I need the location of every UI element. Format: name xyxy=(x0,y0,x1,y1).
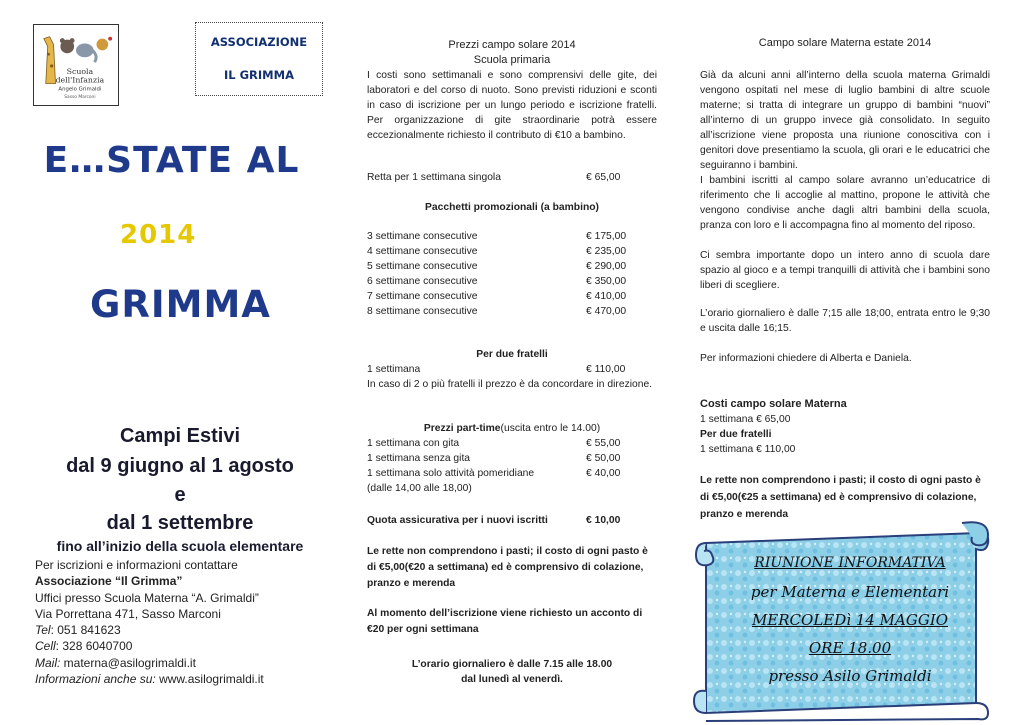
title-year: 2014 xyxy=(120,220,197,250)
contact-mail xyxy=(35,655,264,671)
title-line-3: GRIMMA xyxy=(90,283,271,326)
fratelli-label: 1 settimana xyxy=(367,364,421,375)
pack-price: € 175,00 xyxy=(586,231,627,242)
web-value[interactable]: www.asilogrimaldi.it xyxy=(155,672,264,687)
association-line-2: IL GRIMMA xyxy=(224,68,294,82)
materna-cost-2: 1 settimana € 110,00 xyxy=(700,444,796,455)
materna-cost-1: 1 settimana € 65,00 xyxy=(700,414,791,425)
primaria-subtitle: Scuola primaria xyxy=(473,54,551,66)
pack-label: 5 settimane consecutive xyxy=(367,261,478,272)
logo-text-3: Angelo Grimaldi xyxy=(58,86,102,93)
logo-text-1: Scuola xyxy=(66,66,94,76)
insurance-price: € 10,00 xyxy=(586,515,621,526)
single-price-row xyxy=(367,170,657,185)
pack-price: € 350,00 xyxy=(586,276,627,287)
primaria-meals: Le rette non comprendono i pasti; il costo di ogni pasto è di €5,00(€20 a settimana) ed è comprensivo di colazione, pranzo e merenda xyxy=(367,546,648,589)
contact-address: Via Porrettana 471, Sasso Marconi xyxy=(35,606,221,621)
parttime-hours: (dalle 14,00 alle 18,00) xyxy=(367,483,472,494)
pack-label: 3 settimane consecutive xyxy=(367,231,478,242)
parttime-title: Prezzi part-time xyxy=(423,423,501,434)
title-line-1: E…STATE AL xyxy=(43,140,300,181)
primaria-hours-1: L’orario giornaliero è dalle 7.15 alle 18.00 xyxy=(411,659,613,670)
pack-price: € 235,00 xyxy=(586,246,627,257)
parttime-price: € 40,00 xyxy=(586,468,621,479)
materna-fratelli-title: Per due fratelli xyxy=(700,429,772,440)
logo-text-4: Sasso Marconi xyxy=(64,95,96,101)
insurance-row xyxy=(367,513,657,528)
parttime-label: 1 settimana solo attività pomeridiane xyxy=(367,468,535,479)
pack-label: 7 settimane consecutive xyxy=(367,291,478,302)
contact-tel xyxy=(35,622,264,638)
banner-line-3: MERCOLEDì 14 MAGGIO xyxy=(751,611,949,629)
list-item xyxy=(367,451,657,466)
primaria-deposit: Al momento dell’iscrizione viene richiesto un acconto di €20 per ogni settimana xyxy=(367,608,643,635)
campi-note: fino all’inizio della scuola elementare xyxy=(56,538,304,554)
materna-info: Per informazioni chiedere di Alberta e Daniela. xyxy=(700,353,912,364)
packs-list xyxy=(367,229,657,319)
contact-block xyxy=(35,557,264,687)
parttime-label: 1 settimana con gita xyxy=(367,438,460,449)
contact-intro: Per iscrizioni e informazioni contattare xyxy=(35,558,238,572)
single-label: Retta per 1 settimana singola xyxy=(367,172,501,183)
materna-hours: L’orario giornaliero è dalle 7;15 alle 18;00, entrata entro le 9;30 e uscita dalle 16;15. xyxy=(700,308,990,334)
tel-value: : 051 841623 xyxy=(50,623,121,638)
contact-office: Uffici presso Scuola Materna “A. Grimaldi” xyxy=(35,590,259,605)
list-item xyxy=(367,229,657,244)
primaria-title: Prezzi campo solare 2014 xyxy=(448,39,576,51)
pack-price: € 290,00 xyxy=(586,261,627,272)
parttime-heading xyxy=(367,421,657,436)
materna-costs xyxy=(700,397,990,457)
fratelli-note: In caso di 2 o più fratelli il prezzo è da concordare in direzione. xyxy=(367,379,653,390)
parttime-price: € 50,00 xyxy=(586,453,621,464)
list-item xyxy=(367,289,657,304)
insurance-label: Quota assicurativa per i nuovi iscritti xyxy=(367,515,548,526)
tel-label: Tel xyxy=(35,623,51,638)
materna-p1: Già da alcuni anni all’interno della scuola materna Grimaldi vengono ospitati nel mese di luglio bambini di altre scuole materne; si tratta di integrare un gruppo di bambini “nuovi” all’interno di un gruppo invece già consolidato. In seguito all’iscrizione viene proposta una riunione conoscitiva con i genitori dove presentiamo la scuola, gli orari e le educatrici che seguiranno i bambini. xyxy=(700,70,990,171)
contact-web xyxy=(35,671,264,687)
list-item xyxy=(367,466,657,481)
web-label: Informazioni anche su: xyxy=(35,672,156,687)
list-item xyxy=(367,274,657,289)
fratelli-price: € 110,00 xyxy=(586,364,626,375)
fratelli-title: Per due fratelli xyxy=(476,349,548,360)
pack-title: Pacchetti promozionali (a bambino) xyxy=(425,202,599,213)
banner-line-2: per Materna e Elementari xyxy=(750,583,950,601)
primaria-intro: I costi sono settimanali e sono comprensivi delle gite, dei laboratori e del corso di nuoto. Sono previsti riduzioni e sconti in caso di iscrizione per un lungo periodo e iscrizione fratelli. Per organizzazione di gite straordinarie potrà essere eccezionalmente richiesto il contributo di €10 a bambino. xyxy=(367,70,657,141)
materna-costs-title: Costi campo solare Materna xyxy=(700,398,847,410)
association-line-1: ASSOCIAZIONE xyxy=(210,35,308,49)
pack-price: € 470,00 xyxy=(586,306,627,317)
pack-label: 8 settimane consecutive xyxy=(367,306,478,317)
pack-price: € 410,00 xyxy=(586,291,627,302)
primaria-column xyxy=(367,38,657,143)
contact-org: Associazione “Il Grimma” xyxy=(35,574,183,589)
campi-and: e xyxy=(174,484,186,506)
parttime-price: € 55,00 xyxy=(586,438,621,449)
logo-text-2: dell'Infanzia xyxy=(55,75,105,85)
parttime-note: (uscita entro le 14.00) xyxy=(500,423,601,434)
materna-p3: Ci sembra importante dopo un intero anno di scuola dare spazio al gioco e a tempi tranquilli di attività che i bambini sono liberi di scegliere. xyxy=(700,250,990,291)
single-price: € 65,00 xyxy=(586,172,621,183)
materna-meals: Le rette non comprendono i pasti; il costo di ogni pasto è di €5,00(€25 a settimana) ed è comprensivo di colazione, pranzo e merenda xyxy=(700,475,981,520)
cell-label: Cell xyxy=(35,639,56,654)
materna-column xyxy=(700,36,990,51)
cell-value: : 328 6040700 xyxy=(55,639,133,654)
pack-label: 4 settimane consecutive xyxy=(367,246,478,257)
materna-p2: I bambini iscritti al campo solare avranno un’educatrice di riferimento che li accoglie al mattino, propone le attività che vengono condivise anche dagli altri bambini della scuola, pranza con loro e li accompagna fino al momento del riposo. xyxy=(700,175,990,231)
parttime-block xyxy=(367,421,657,496)
contact-cell xyxy=(35,638,264,654)
pack-label: 6 settimane consecutive xyxy=(367,276,478,287)
campi-dates-1: dal 9 giugno al 1 agosto xyxy=(66,455,294,477)
list-item xyxy=(367,436,657,451)
banner-line-1: RIUNIONE INFORMATIVA xyxy=(754,555,946,571)
association-box xyxy=(195,22,323,96)
fratelli-block xyxy=(367,347,657,392)
list-item xyxy=(367,244,657,259)
banner-line-5: presso Asilo Grimaldi xyxy=(768,667,932,685)
logo-image xyxy=(34,25,118,105)
parttime-label: 1 settimana senza gita xyxy=(367,453,471,464)
banner-line-4: ORE 18.00 xyxy=(808,639,892,657)
campi-title: Campi Estivi xyxy=(119,425,241,447)
school-logo xyxy=(33,24,119,106)
mail-value[interactable]: materna@asilogrimaldi.it xyxy=(60,655,196,670)
mail-label: Mail: xyxy=(35,655,61,670)
primaria-hours-2: dal lunedì al venerdì. xyxy=(461,674,563,685)
list-item xyxy=(367,304,657,319)
list-item xyxy=(367,259,657,274)
materna-title: Campo solare Materna estate 2014 xyxy=(758,37,932,49)
campi-dates-2: dal 1 settembre xyxy=(106,512,254,534)
